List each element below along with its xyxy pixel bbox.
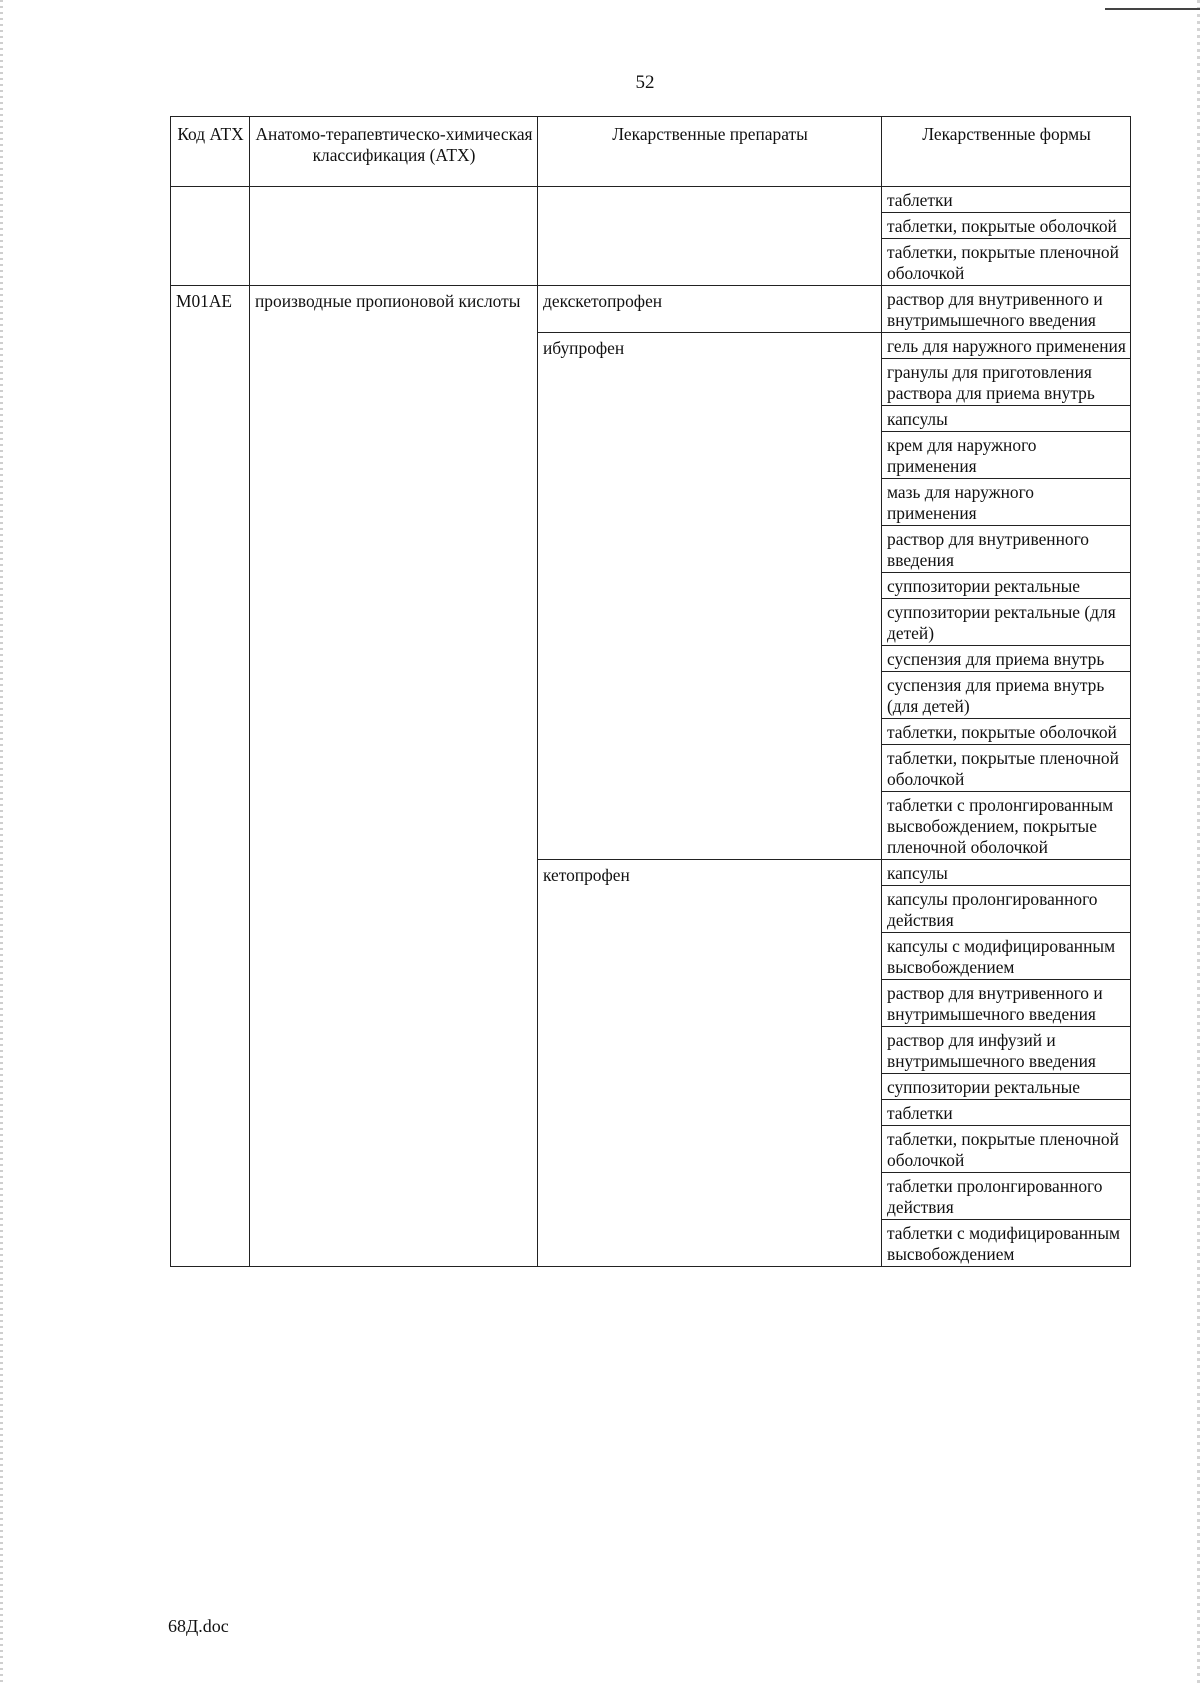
atc-classification-cell: производные пропионовой кислоты bbox=[250, 286, 538, 1267]
form-cell: таблетки bbox=[882, 1100, 1131, 1126]
drug-name-cell: кетопрофен bbox=[538, 860, 882, 1267]
classification-cell-empty bbox=[250, 187, 538, 286]
form-cell: крем для наружного применения bbox=[882, 432, 1131, 479]
form-cell: раствор для внутривенного и внутримышечного введения bbox=[882, 286, 1131, 333]
header-drugs: Лекарственные препараты bbox=[538, 117, 882, 187]
form-cell: суспензия для приема внутрь bbox=[882, 646, 1131, 672]
table-row bbox=[171, 187, 1131, 213]
drug-name-cell: декскетопрофен bbox=[538, 286, 882, 333]
header-forms: Лекарственные формы bbox=[882, 117, 1131, 187]
form-cell: таблетки bbox=[882, 187, 1131, 213]
form-cell: таблетки, покрытые оболочкой bbox=[882, 213, 1131, 239]
form-cell: гель для наружного применения bbox=[882, 333, 1131, 359]
form-cell: таблетки, покрытые пленочной оболочкой bbox=[882, 239, 1131, 286]
table-header-row bbox=[171, 117, 1131, 187]
header-classification: Анатомо-терапевтическо-химическая классификация (АТХ) bbox=[250, 117, 538, 187]
form-cell: таблетки, покрытые пленочной оболочкой bbox=[882, 1126, 1131, 1173]
table-row bbox=[171, 286, 1131, 333]
form-cell: таблетки с пролонгированным высвобождением, покрытые пленочной оболочкой bbox=[882, 792, 1131, 860]
form-cell: суппозитории ректальные (для детей) bbox=[882, 599, 1131, 646]
form-cell: суспензия для приема внутрь (для детей) bbox=[882, 672, 1131, 719]
drug-classification-table bbox=[170, 116, 1131, 1267]
form-cell: мазь для наружного применения bbox=[882, 479, 1131, 526]
form-cell: суппозитории ректальные bbox=[882, 1074, 1131, 1100]
form-cell: суппозитории ректальные bbox=[882, 573, 1131, 599]
form-cell: капсулы bbox=[882, 406, 1131, 432]
scan-edge-left bbox=[0, 0, 3, 1686]
form-cell: капсулы bbox=[882, 860, 1131, 886]
header-code: Код АТХ bbox=[171, 117, 250, 187]
footer-filename: 68Д.doc bbox=[168, 1616, 229, 1636]
form-cell: капсулы пролонгированного действия bbox=[882, 886, 1131, 933]
code-cell-empty bbox=[171, 187, 250, 286]
form-cell: таблетки с модифицированным высвобождением bbox=[882, 1220, 1131, 1267]
atc-code-cell: M01AE bbox=[171, 286, 250, 1267]
form-cell: раствор для инфузий и внутримышечного введения bbox=[882, 1027, 1131, 1074]
drug-cell-empty bbox=[538, 187, 882, 286]
form-cell: раствор для внутривенного введения bbox=[882, 526, 1131, 573]
page-number: 52 bbox=[635, 72, 655, 93]
form-cell: таблетки, покрытые пленочной оболочкой bbox=[882, 745, 1131, 792]
form-cell: таблетки пролонгированного действия bbox=[882, 1173, 1131, 1220]
form-cell: капсулы с модифицированным высвобождением bbox=[882, 933, 1131, 980]
form-cell: раствор для внутривенного и внутримышечного введения bbox=[882, 980, 1131, 1027]
scan-corner-mark bbox=[1105, 8, 1200, 10]
drug-name-cell: ибупрофен bbox=[538, 333, 882, 860]
form-cell: гранулы для приготовления раствора для приема внутрь bbox=[882, 359, 1131, 406]
form-cell: таблетки, покрытые оболочкой bbox=[882, 719, 1131, 745]
